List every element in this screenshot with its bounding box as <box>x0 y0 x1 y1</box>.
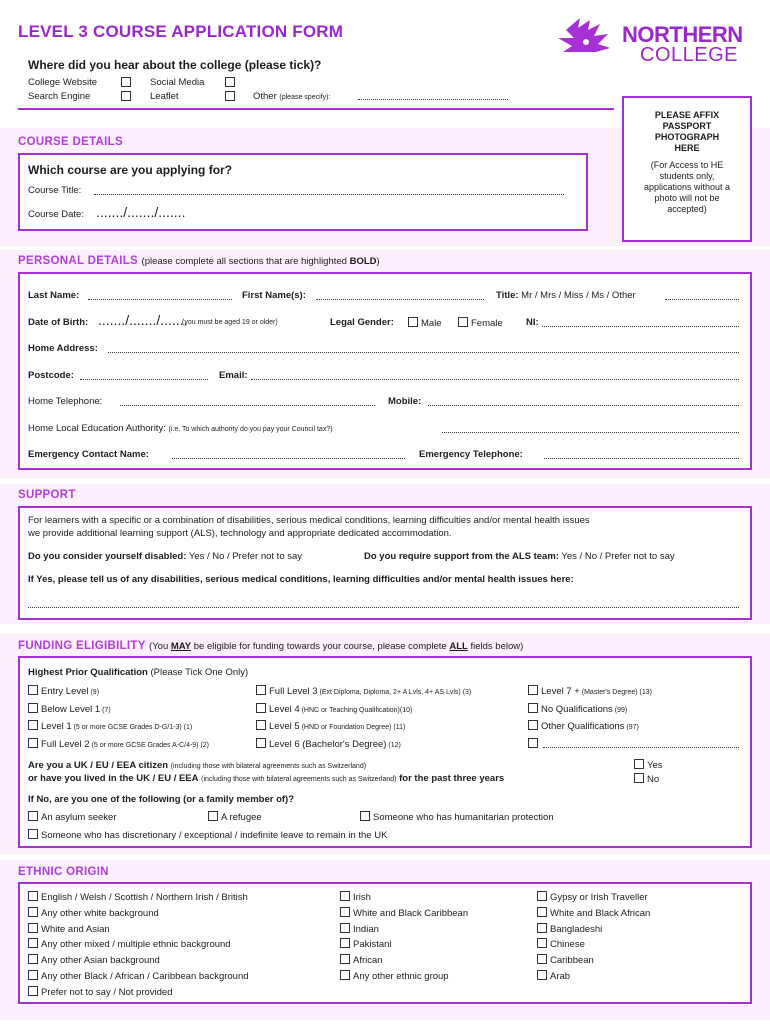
qual-col3-note: (Master's Degree) (13) <box>579 689 652 696</box>
if-no-question: If No, are you one of the following (or a family member of)? <box>28 794 295 805</box>
qual-col3-checkbox[interactable] <box>528 685 538 695</box>
ethnic-col2-checkbox[interactable] <box>340 907 350 917</box>
hear-option-leaflet[interactable]: Leaflet <box>150 91 179 102</box>
hear-option-search[interactable]: Search Engine <box>28 91 91 102</box>
ethnic-col3-option[interactable] <box>537 923 602 935</box>
qual-col2-label: Level 4 <box>269 703 300 715</box>
ethnic-col2-option[interactable] <box>340 923 379 935</box>
ethnic-col2-label: Pakistani <box>353 939 392 951</box>
uk-residence-question: or have you lived in the UK / EU / EEA (including those with bilateral agreements such as Switzerland) for the past three years <box>28 773 505 784</box>
qual-other-field[interactable] <box>543 747 739 748</box>
qual-col2-checkbox[interactable] <box>256 720 266 730</box>
ethnic-col2-label: Any other ethnic group <box>353 971 449 982</box>
ethnic-col1-option[interactable] <box>28 907 159 919</box>
ni-label: NI: <box>526 317 539 328</box>
qual-col2-note: (HND or Foundation Degree) (11) <box>299 724 406 731</box>
female-checkbox[interactable] <box>458 317 468 327</box>
first-name-field[interactable] <box>316 299 484 300</box>
qual-col1-note: (5 or more GCSE Grades D-G/1-3) (1) <box>71 724 193 731</box>
course-title-field[interactable] <box>94 194 564 195</box>
ethnic-col1-checkbox[interactable] <box>28 970 38 980</box>
ethnic-col3-label: Gypsy or Irish Traveller <box>550 892 648 903</box>
qual-col1-option[interactable] <box>28 703 111 715</box>
qual-col3-label: Other Qualifications <box>541 721 625 732</box>
hear-leaflet-checkbox[interactable] <box>225 91 235 101</box>
qual-col2-note: (HNC or Teaching Qualification)(10) <box>299 706 413 714</box>
funding-heading: FUNDING ELIGIBILITY (You MAY be eligible for funding towards your course, please complete ALL fields below) <box>18 640 524 652</box>
support-para-2: we provide additional learning support (ALS), technology and appropriate dedicated accommodation. <box>28 528 452 539</box>
ethnic-col3-checkbox[interactable] <box>537 891 547 901</box>
ethnic-col1-checkbox[interactable] <box>28 891 38 901</box>
ethnic-col3-label: White and Black African <box>550 907 651 919</box>
title-other-field[interactable] <box>665 299 739 300</box>
qual-col1-option[interactable] <box>28 738 209 750</box>
leave-checkbox[interactable] <box>28 829 38 839</box>
qual-col3-label: No Qualifications <box>541 703 613 715</box>
qual-col3-note: (97) <box>624 724 639 731</box>
uk-no-option[interactable]: No <box>634 773 659 785</box>
title-label: Title: Mr / Mrs / Miss / Ms / Other <box>496 290 636 301</box>
disabled-question: Do you consider yourself disabled: Yes / No / Prefer not to say <box>28 551 303 562</box>
ethnic-col1-checkbox[interactable] <box>28 923 38 933</box>
ethnic-col3-label: Bangladeshi <box>550 923 603 935</box>
disabilities-field[interactable] <box>28 607 739 608</box>
ethnic-col3-option[interactable] <box>537 891 648 903</box>
male-checkbox[interactable] <box>408 317 418 327</box>
emergency-tel-field[interactable] <box>544 458 739 459</box>
emergency-name-label: Emergency Contact Name: <box>28 449 149 460</box>
humanitarian-checkbox[interactable] <box>360 811 370 821</box>
qual-col3-label: Level 7 + <box>541 686 580 697</box>
als-question: Do you require support from the ALS team: Yes / No / Prefer not to say <box>364 551 675 562</box>
qual-col2-label: Full Level 3 <box>269 686 318 697</box>
ethnic-col2-label: White and Black Caribbean <box>353 907 469 919</box>
qual-col2-checkbox[interactable] <box>256 738 266 748</box>
logo-text-northern: NORTHERN <box>622 22 743 47</box>
dob-field[interactable]: ......./......./....... <box>98 312 188 328</box>
ethnic-col2-label: Indian <box>353 923 379 935</box>
ethnic-col2-checkbox[interactable] <box>340 923 350 933</box>
qual-col1-option[interactable] <box>28 685 99 697</box>
ethnic-col1-label: Any other white background <box>41 907 159 919</box>
qual-col3-option[interactable] <box>528 703 627 715</box>
ethnic-col2-checkbox[interactable] <box>340 954 350 964</box>
ethnic-col3-option[interactable] <box>537 938 585 950</box>
dob-note: (you must be aged 19 or older) <box>182 319 278 326</box>
refugee-option[interactable]: A refugee <box>208 811 262 823</box>
ethnic-col3-checkbox[interactable] <box>537 954 547 964</box>
ethnic-col1-label: Any other Black / African / Caribbean background <box>41 971 249 982</box>
qual-col3-option[interactable] <box>528 685 652 697</box>
last-name-field[interactable] <box>88 299 232 300</box>
uk-citizen-question: Are you a UK / EU / EEA citizen (including those with bilateral agreements such as Switzerland) <box>28 760 367 771</box>
disabilities-question: If Yes, please tell us of any disabilities, serious medical conditions, learning difficulties and/or mental health issues here: <box>28 574 574 585</box>
qual-col1-label: Entry Level <box>41 686 89 697</box>
ethnic-col2-option[interactable] <box>340 891 371 903</box>
home-tel-label: Home Telephone: <box>28 396 103 407</box>
ethnic-col2-label: Irish <box>353 892 371 903</box>
page-title: LEVEL 3 COURSE APPLICATION FORM <box>18 22 344 41</box>
ethnic-col1-label: Any other Asian background <box>41 955 160 967</box>
email-label: Email: <box>219 370 248 381</box>
qual-col1-checkbox[interactable] <box>28 685 38 695</box>
qual-col2-option[interactable] <box>256 703 412 715</box>
ethnic-col1-option[interactable] <box>28 923 110 935</box>
qual-col2-option[interactable] <box>256 685 471 697</box>
uk-yes-checkbox[interactable] <box>634 759 644 769</box>
qual-col1-note: (9) <box>88 689 100 696</box>
qual-col1-label: Full Level 2 <box>41 738 90 750</box>
address-label: Home Address: <box>28 343 98 354</box>
ethnic-col1-checkbox[interactable] <box>28 907 38 917</box>
ethnic-col2-option[interactable] <box>340 907 468 919</box>
qual-col2-note: (12) <box>386 741 401 749</box>
mobile-field[interactable] <box>428 405 739 406</box>
ethnic-col3-checkbox[interactable] <box>537 938 547 948</box>
ethnic-heading: ETHNIC ORIGIN <box>18 866 109 878</box>
ni-field[interactable] <box>542 326 739 327</box>
emergency-tel-label: Emergency Telephone: <box>419 449 523 460</box>
ethnic-col1-label: Prefer not to say / Not provided <box>41 986 173 998</box>
qual-col3-option[interactable] <box>528 720 639 732</box>
email-field[interactable] <box>251 379 739 380</box>
qual-col2-option[interactable] <box>256 738 401 750</box>
lea-field[interactable] <box>442 432 739 433</box>
ethnic-col3-checkbox[interactable] <box>537 970 547 980</box>
ethnic-col3-label: Chinese <box>550 939 585 951</box>
hear-option-website[interactable]: College Website <box>28 77 98 88</box>
course-date-label: Course Date: <box>28 209 84 220</box>
support-para-1: For learners with a specific or a combination of disabilities, serious medical conditions, learning difficulties and/or mental health issues <box>28 515 590 526</box>
qual-col3-checkbox[interactable] <box>528 720 538 730</box>
qual-col1-checkbox[interactable] <box>28 738 38 748</box>
dob-label: Date of Birth: <box>28 317 89 328</box>
gender-label: Legal Gender: <box>330 317 394 328</box>
postcode-field[interactable] <box>80 379 208 380</box>
uk-no-checkbox[interactable] <box>634 773 644 783</box>
ethnic-col3-option[interactable] <box>537 954 594 966</box>
ethnic-col2-checkbox[interactable] <box>340 891 350 901</box>
hear-other-field[interactable] <box>358 99 508 100</box>
qual-col3-checkbox[interactable] <box>528 703 538 713</box>
mobile-label: Mobile: <box>388 396 422 407</box>
ethnic-col1-label: English / Welsh / Scottish / Northern Irish / British <box>41 892 248 903</box>
hear-search-checkbox[interactable] <box>121 91 131 101</box>
ethnic-col1-option[interactable] <box>28 938 231 950</box>
qual-col1-note: (5 or more GCSE Grades A-C/4-9) (2) <box>89 741 210 749</box>
hear-social-checkbox[interactable] <box>225 77 235 87</box>
hear-other-label: Other (please specify): <box>253 91 331 102</box>
ethnic-col3-option[interactable] <box>537 970 570 982</box>
qual-col2-label: Level 6 (Bachelor's Degree) <box>269 738 387 750</box>
gender-female-option[interactable]: Female <box>458 317 503 329</box>
qual-col3-note: (99) <box>612 706 628 714</box>
hear-question: Where did you hear about the college (please tick)? <box>28 58 322 72</box>
ethnic-col1-label: White and Asian <box>41 923 110 935</box>
qual-blank-checkbox[interactable] <box>528 738 538 748</box>
ethnic-col3-label: Caribbean <box>550 955 594 967</box>
ethnic-col1-option[interactable] <box>28 891 248 903</box>
qual-col2-label: Level 5 <box>269 721 300 732</box>
postcode-label: Postcode: <box>28 370 74 381</box>
ethnic-col2-checkbox[interactable] <box>340 938 350 948</box>
ethnic-col3-checkbox[interactable] <box>537 923 547 933</box>
uk-yes-option[interactable]: Yes <box>634 759 663 771</box>
ethnic-col1-option[interactable] <box>28 970 249 982</box>
course-heading: COURSE DETAILS <box>18 136 123 148</box>
qual-col2-checkbox[interactable] <box>256 685 266 695</box>
ethnic-col2-option[interactable] <box>340 970 449 982</box>
qual-col1-label: Level 1 <box>41 721 72 732</box>
course-title-label: Course Title: <box>28 185 82 196</box>
asylum-option[interactable]: An asylum seeker <box>28 811 117 823</box>
qual-col2-option[interactable] <box>256 720 405 732</box>
humanitarian-option[interactable]: Someone who has humanitarian protection <box>360 811 554 823</box>
ethnic-col2-label: African <box>353 955 383 967</box>
emergency-name-field[interactable] <box>172 458 405 459</box>
address-field[interactable] <box>108 352 739 353</box>
logo-text-college: COLLEGE <box>640 44 738 66</box>
personal-heading: PERSONAL DETAILS (please complete all sections that are highlighted BOLD) <box>18 255 380 267</box>
gender-male-option[interactable]: Male <box>408 317 442 329</box>
qual-col1-note: (7) <box>100 706 111 714</box>
refugee-checkbox[interactable] <box>208 811 218 821</box>
ethnic-col1-checkbox[interactable] <box>28 954 38 964</box>
course-question: Which course are you applying for? <box>28 163 233 177</box>
last-name-label: Last Name: <box>28 290 80 301</box>
photo-box: PLEASE AFFIX PASSPORT PHOTOGRAPH HERE (For Access to HE students only, applications without a photo will not be accepted) <box>622 96 752 242</box>
ethnic-col3-checkbox[interactable] <box>537 907 547 917</box>
lea-label: Home Local Education Authority: (i.e. To which authority do you pay your Council tax?) <box>28 423 333 434</box>
qual-col1-option[interactable] <box>28 720 192 732</box>
qual-col1-label: Below Level 1 <box>41 703 101 715</box>
hpq-label: Highest Prior Qualification (Please Tick One Only) <box>28 667 249 678</box>
ethnic-col2-checkbox[interactable] <box>340 970 350 980</box>
ethnic-col1-option[interactable] <box>28 986 172 998</box>
course-date-field[interactable]: ......./......./....... <box>96 204 186 220</box>
asylum-checkbox[interactable] <box>28 811 38 821</box>
support-heading: SUPPORT <box>18 489 76 501</box>
hear-option-social[interactable]: Social Media <box>150 77 205 88</box>
qual-col2-note: (Ext Diploma, Diploma, 2+ A Lvls, 4+ AS Lvls) (3) <box>317 689 472 696</box>
personal-box <box>18 272 752 470</box>
ethnic-col3-label: Arab <box>550 971 571 982</box>
leave-option[interactable]: Someone who has discretionary / exceptional / indefinite leave to remain in the UK <box>28 829 387 841</box>
qual-col2-checkbox[interactable] <box>256 703 266 713</box>
home-tel-field[interactable] <box>120 405 375 406</box>
ethnic-col2-option[interactable] <box>340 938 392 950</box>
ethnic-col3-option[interactable] <box>537 907 650 919</box>
ethnic-col1-label: Any other mixed / multiple ethnic background <box>41 939 231 951</box>
qual-col1-checkbox[interactable] <box>28 720 38 730</box>
ethnic-col2-option[interactable] <box>340 954 383 966</box>
ethnic-col1-checkbox[interactable] <box>28 938 38 948</box>
first-name-label: First Name(s): <box>242 290 306 301</box>
qual-col1-checkbox[interactable] <box>28 703 38 713</box>
hear-website-checkbox[interactable] <box>121 77 131 87</box>
ethnic-col1-option[interactable] <box>28 954 160 966</box>
ethnic-col1-checkbox[interactable] <box>28 986 38 996</box>
